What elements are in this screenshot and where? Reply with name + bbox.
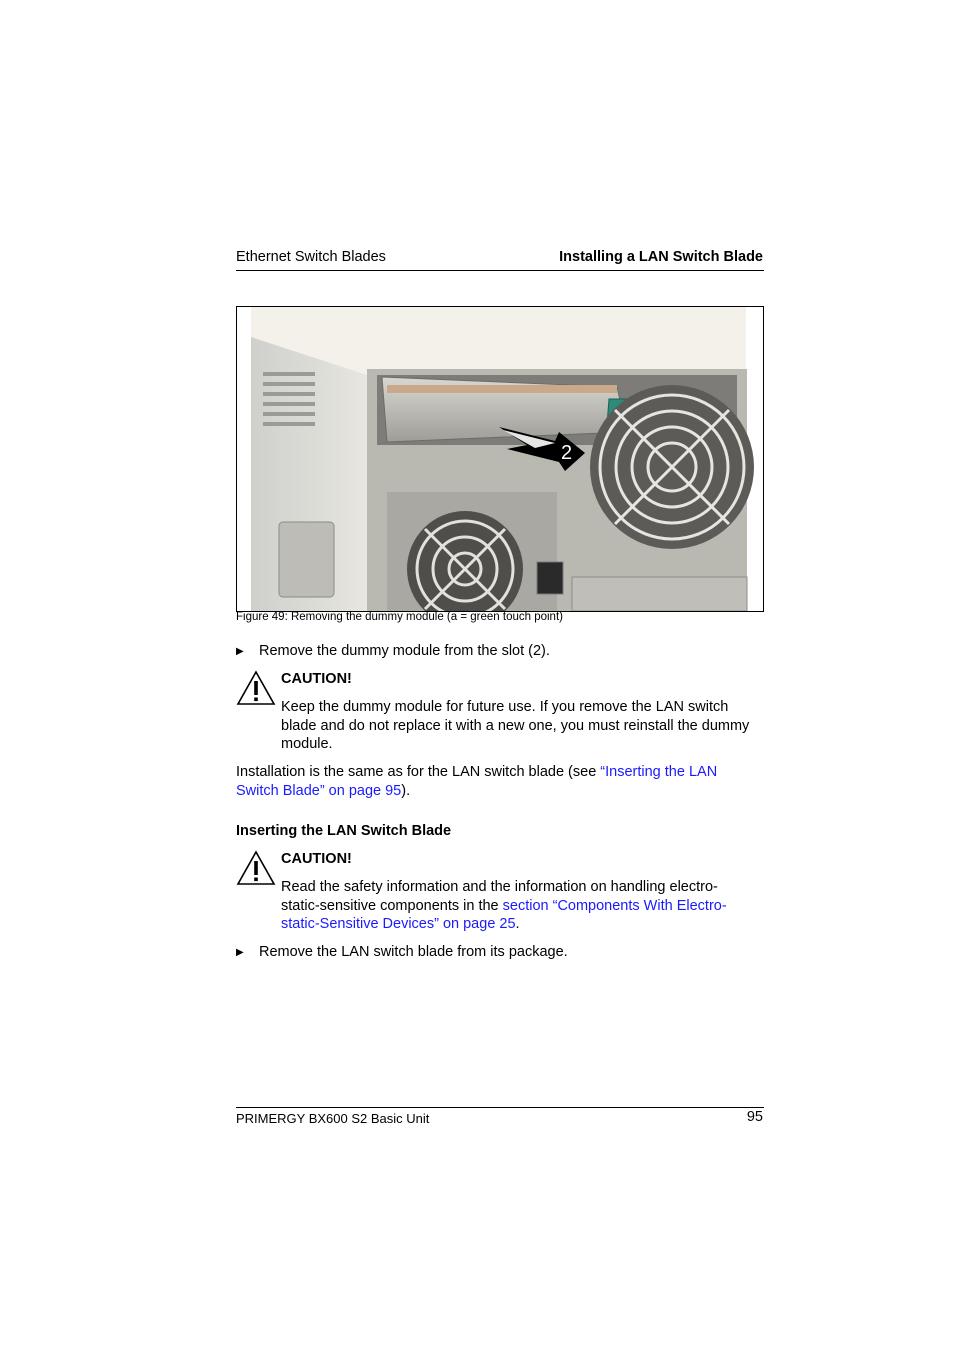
caution-warning-icon [236,850,276,886]
footer-product: PRIMERGY BX600 S2 Basic Unit [236,1111,430,1126]
header-rule [236,270,764,271]
caution-body: Keep the dummy module for future use. If you remove the LAN switch blade and do not replace it with a new one, you must reinstall the dummy module. [281,699,750,752]
page-number: 95 [746,1109,763,1125]
installation-text-end: ). [401,782,411,799]
installation-paragraph [236,763,764,800]
caution-body: Read the safety information and the information on handling electro- static-sensitive components in the section “Components With Electro- static-Sensitive Devices” on page 25. [281,879,727,932]
running-header-section: Installing a LAN Switch Blade [559,249,763,265]
footer-rule [236,1107,764,1108]
server-photo-illustration [237,307,763,611]
step-text: Remove the dummy module from the slot (2). [259,643,550,659]
step-text: Remove the LAN switch blade from its package. [259,944,568,960]
figure-photo [236,306,764,612]
section-heading: Inserting the LAN Switch Blade [236,823,452,839]
caution-warning-icon [236,670,276,706]
link-inserting-lan-switch-blade[interactable]: “Inserting the LAN Switch Blade” on page 95 [236,764,718,799]
step-bullet: ▶ [236,646,244,657]
caution-title: CAUTION! [281,851,352,867]
figure-callout-2: 2 [561,442,573,464]
figure-caption: Figure 49: Removing the dummy module (a = green touch point) [236,611,563,623]
link-components-electrostatic[interactable]: section “Components With Electro- static-Sensitive Devices” on page 25 [281,897,727,932]
running-header-chapter: Ethernet Switch Blades [236,249,386,265]
installation-text: Installation is the same as for the LAN switch blade (see [236,764,601,780]
step-bullet: ▶ [236,947,244,958]
caution-title: CAUTION! [281,671,352,687]
